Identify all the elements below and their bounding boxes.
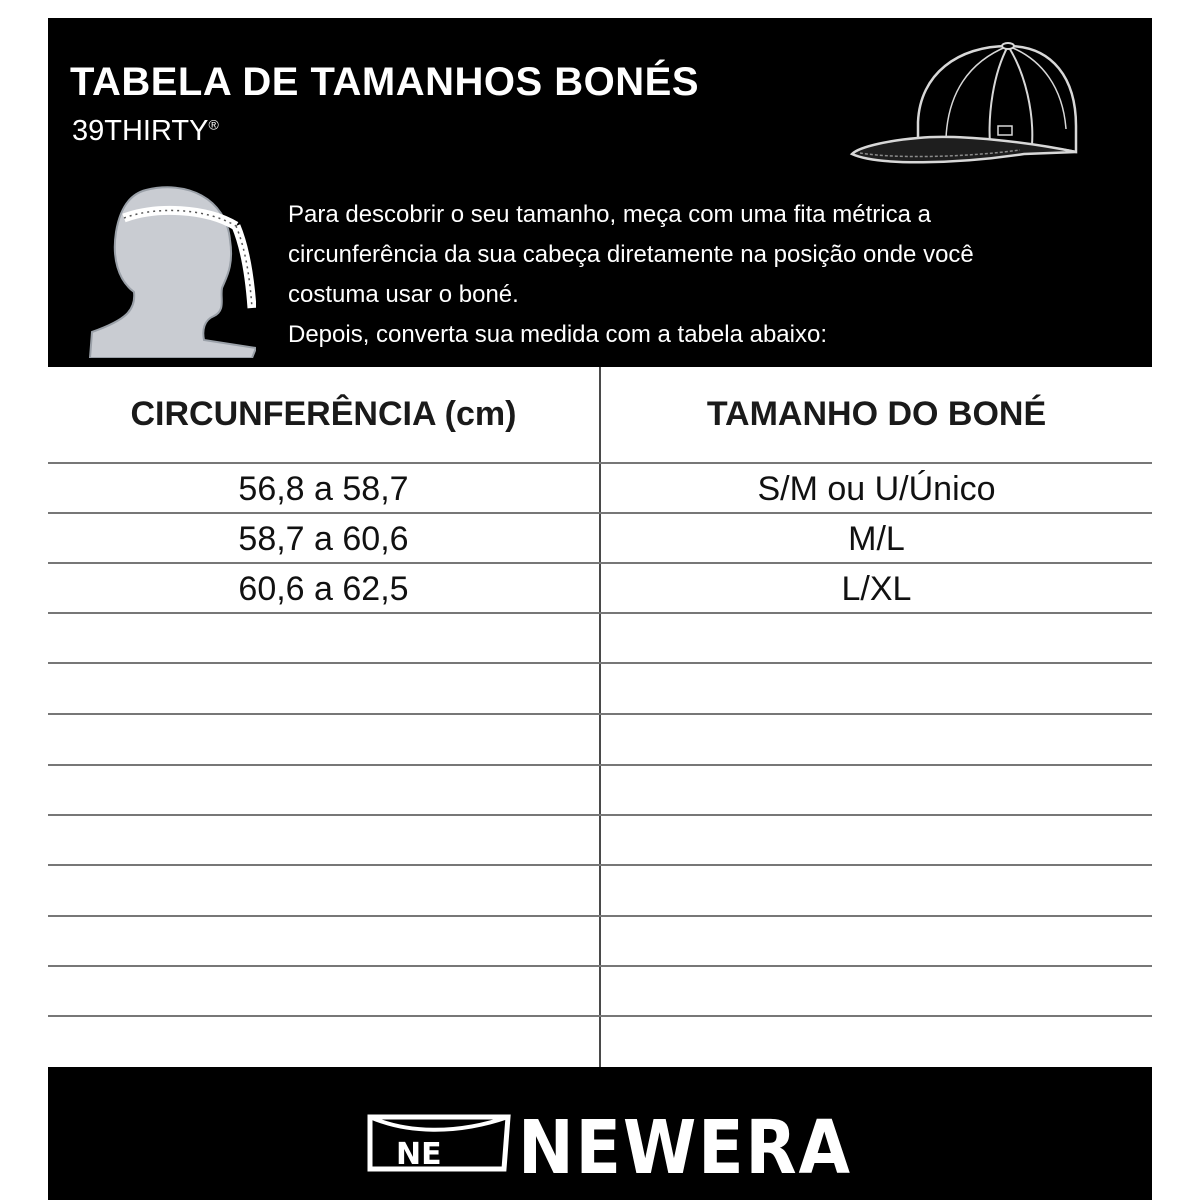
registered-mark: ® (208, 116, 219, 133)
instructions-text (288, 195, 1138, 355)
row-divider (48, 562, 1152, 564)
instruction-line: circunferência da sua cabeça diretamente na posição onde você (288, 241, 974, 268)
head-measure-icon (86, 180, 256, 358)
row-divider (48, 612, 1152, 614)
instruction-line: costuma usar o boné. (288, 281, 519, 308)
brand-name: NEWERA (518, 1105, 852, 1191)
row-divider (48, 662, 1152, 664)
cell-size-3: L/XL (841, 570, 912, 608)
page-title: TABELA DE TAMANHOS BONÉS (70, 60, 700, 104)
footer-panel (48, 1067, 1152, 1200)
cell-circumference-1: 56,8 a 58,7 (238, 470, 409, 508)
row-divider (48, 1015, 1152, 1017)
row-divider (48, 512, 1152, 514)
newera-flag-logo (366, 1111, 512, 1175)
size-table (48, 367, 1152, 1067)
model-name (72, 115, 219, 148)
row-divider (48, 462, 1152, 464)
cell-size-1: S/M ou U/Único (757, 470, 996, 508)
instruction-line: Depois, converta sua medida com a tabela abaixo: (288, 321, 827, 348)
model-label: 39THIRTY (72, 115, 209, 147)
header-circumference: CIRCUNFERÊNCIA (cm) (130, 395, 517, 433)
row-divider (48, 915, 1152, 917)
row-divider (48, 814, 1152, 816)
instruction-line: Para descobrir o seu tamanho, meça com uma fita métrica a (288, 201, 931, 228)
row-divider (48, 864, 1152, 866)
cell-size-2: M/L (848, 520, 905, 558)
cell-circumference-2: 58,7 a 60,6 (238, 520, 409, 558)
row-divider (48, 713, 1152, 715)
header-cap-size: TAMANHO DO BONÉ (706, 395, 1047, 433)
cap-icon (848, 34, 1080, 179)
cell-circumference-3: 60,6 a 62,5 (238, 570, 409, 608)
row-divider (48, 965, 1152, 967)
row-divider (48, 764, 1152, 766)
header-panel (48, 18, 1152, 367)
flag-letters: NE (396, 1137, 442, 1172)
